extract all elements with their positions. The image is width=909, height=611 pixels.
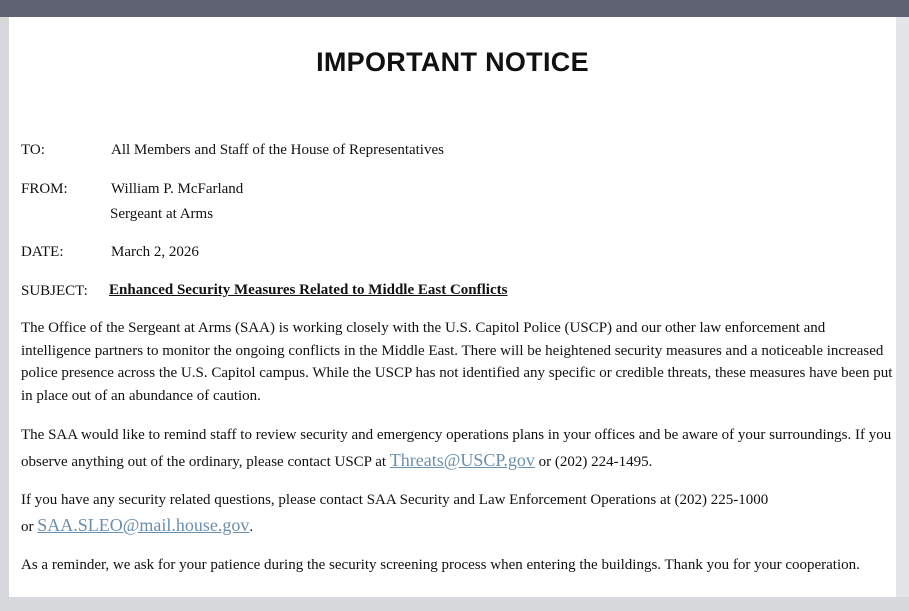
date-label: DATE: xyxy=(21,244,64,260)
body-paragraph-1: The Office of the Sergeant at Arms (SAA) is working closely with the U.S. Capitol Police (USCP) and our other law enforcement and intelligence partners to monitor the ongoing conflicts in the Middle East. There will be heightened security measures and a noticeable increased police presence across the U.S. Capitol campus. While the USCP has not identified any specific or credible threats, these measures have been put in place out of an abundance of caution. xyxy=(21,320,893,404)
notice-title: IMPORTANT NOTICE xyxy=(316,47,589,77)
to-value: All Members and Staff of the House of Representatives xyxy=(111,142,444,158)
paragraph-3-period: . xyxy=(249,519,254,535)
window-top-bar xyxy=(0,0,909,17)
from-title: Sergeant at Arms xyxy=(110,206,214,222)
subject-value: Enhanced Security Measures Related to Middle East Conflicts xyxy=(109,282,508,298)
body-paragraph-2 xyxy=(21,423,893,475)
paragraph-3-or: or xyxy=(21,519,38,535)
horizontal-scrollbar[interactable] xyxy=(0,597,909,611)
date-value: March 2, 2026 xyxy=(111,244,199,260)
body-paragraph-4: As a reminder, we ask for your patience during the security screening process when entering the buildings. Thank you for your cooperation. xyxy=(21,557,860,573)
subject-label: SUBJECT: xyxy=(21,283,88,299)
paragraph-2-phone: or (202) 224-1495. xyxy=(534,454,653,470)
from-name: William P. McFarland xyxy=(111,181,244,197)
body-paragraph-3 xyxy=(21,488,893,540)
to-label: TO: xyxy=(21,142,45,158)
vertical-scrollbar[interactable] xyxy=(896,17,909,597)
threats-email-link[interactable]: Threats@USCP.gov xyxy=(389,450,535,470)
document-page xyxy=(9,17,896,597)
from-label: FROM: xyxy=(21,181,68,197)
paragraph-2-text: The SAA would like to remind staff to review security and emergency operations plans in your offices and be aware of your surroundings. If you observe anything out of the ordinary, please contact USCP at xyxy=(21,427,892,470)
paragraph-3-text: If you have any security related questions, please contact SAA Security and Law Enforcement Operations at (202) 225-1000 xyxy=(21,492,769,508)
sleo-email-link[interactable]: SAA.SLEO@mail.house.gov xyxy=(37,515,250,535)
